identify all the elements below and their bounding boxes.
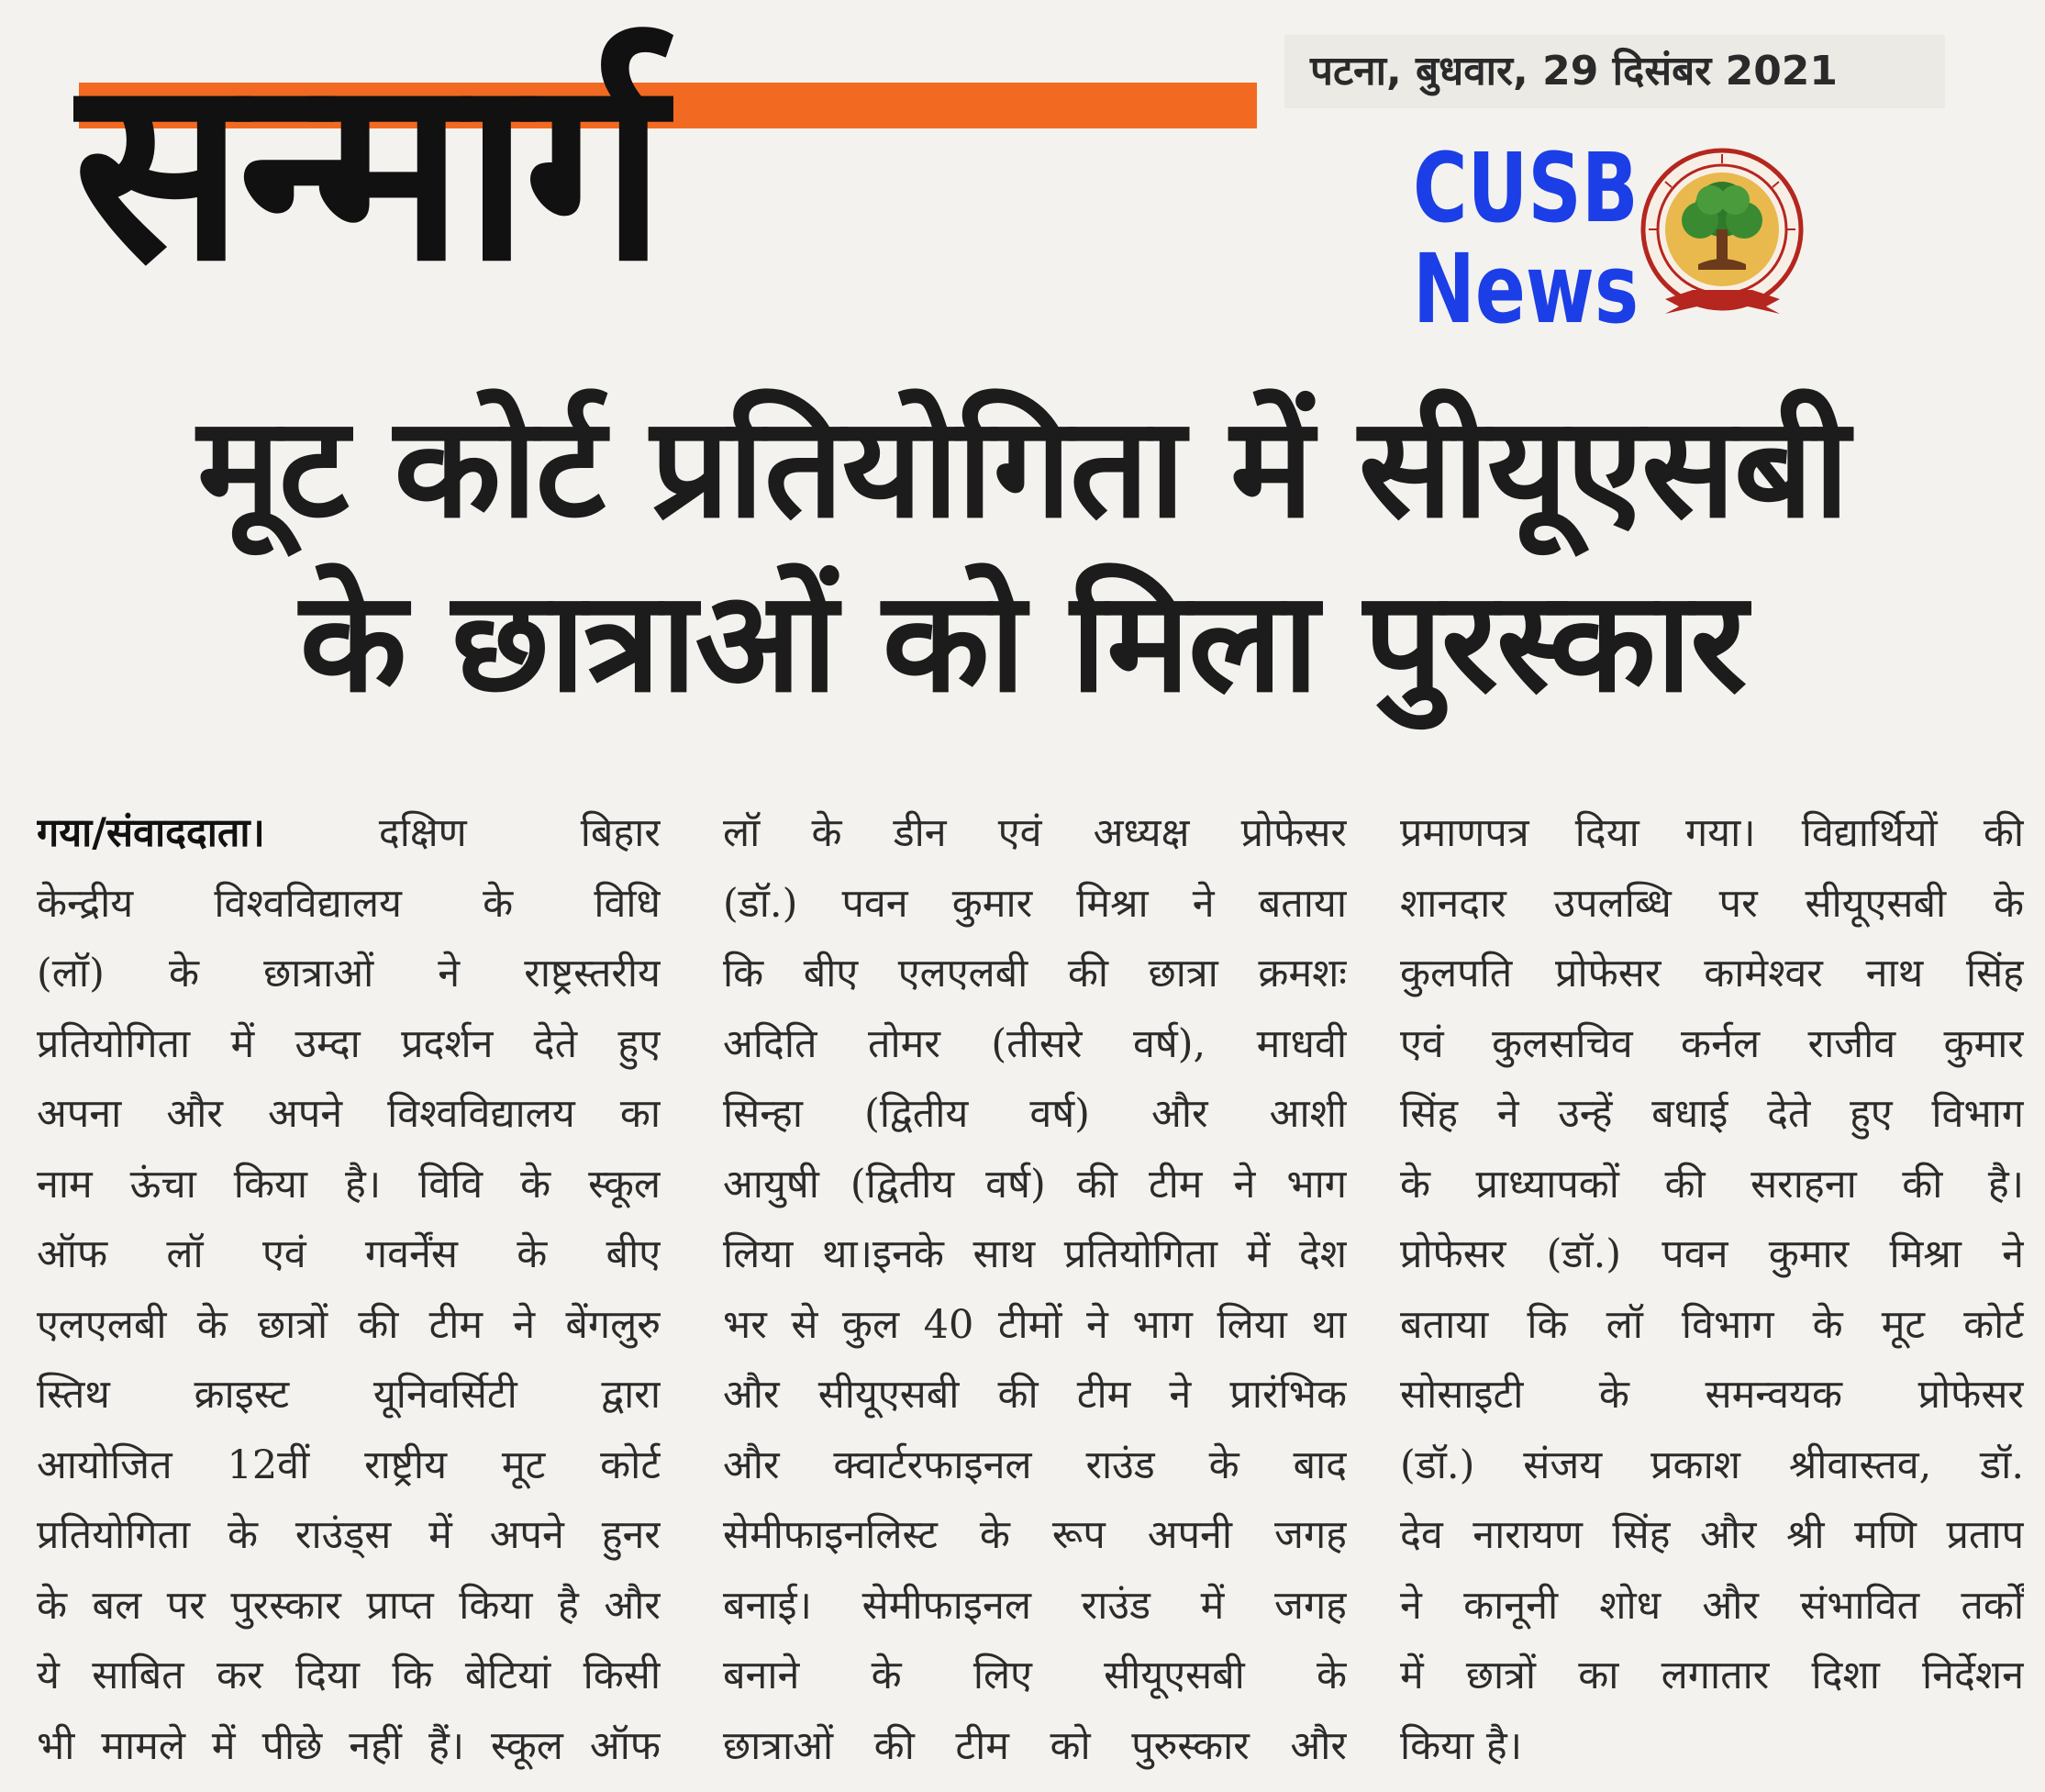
article-line: भर से कुल 40 टीमों ने भाग लिया था [723, 1301, 1347, 1348]
article-line: गया/संवाददाता। दक्षिण बिहार [37, 810, 661, 856]
university-seal-icon [1638, 145, 1807, 324]
article-line: सिंह ने उन्हें बधाई देते हुए विभाग [1400, 1091, 2024, 1137]
article-line: एलएलबी के छात्रों की टीम ने बेंगलुरु [37, 1301, 661, 1348]
article-line: ने कानूनी शोध और संभावित तर्कों [1400, 1582, 2024, 1629]
article-line: प्रतियोगिता में उम्दा प्रदर्शन देते हुए [37, 1020, 661, 1067]
article-line: अपना और अपने विश्वविद्यालय का [37, 1091, 661, 1137]
masthead [0, 0, 2045, 344]
article-line: आयुषी (द्वितीय वर्ष) की टीम ने भाग [723, 1161, 1347, 1208]
cusb-news-badge [1413, 132, 1639, 345]
edition-dateline: पटना, बुधवार, 29 दिसंबर 2021 [1284, 35, 1945, 108]
article-line: देव नारायण सिंह और श्री मणि प्रताप [1400, 1512, 2024, 1558]
article-line: और सीयूएसबी की टीम ने प्रारंभिक [723, 1372, 1347, 1418]
article-line: लॉ के डीन एवं अध्यक्ष प्रोफेसर [723, 810, 1347, 856]
article-line: बताया कि लॉ विभाग के मूट कोर्ट [1400, 1301, 2024, 1348]
badge-line-cusb: CUSB [1413, 132, 1639, 244]
article-line: आयोजित 12वीं राष्ट्रीय मूट कोर्ट [37, 1441, 661, 1488]
article-line: सिन्हा (द्वितीय वर्ष) और आशी [723, 1091, 1347, 1137]
article-column-3 [1400, 798, 2024, 1781]
article-line: एवं कुलसचिव कर्नल राजीव कुमार [1400, 1020, 2024, 1067]
article-line: नाम ऊंचा किया है। विवि के स्कूल [37, 1161, 661, 1208]
article-line: के प्राध्यापकों की सराहना की है। [1400, 1161, 2024, 1208]
article-line: ये साबित कर दिया कि बेटियां किसी [37, 1653, 661, 1698]
headline-line-2: के छात्राओं को मिला पुरस्कार [299, 561, 1746, 723]
headline-line-1: मूट कोर्ट प्रतियोगिता में सीयूएसबी [196, 386, 1848, 549]
article-line: छात्राओं की टीम को पुरुस्कार और [723, 1722, 1347, 1769]
article-headline [0, 385, 2045, 725]
article-line: में छात्रों का लगातार दिशा निर्देशन [1400, 1653, 2024, 1698]
article-line: ऑफ लॉ एवं गवर्नेंस के बीए [37, 1231, 661, 1277]
newspaper-name: सन्मार्ग [73, 23, 661, 317]
article-line: केन्द्रीय विश्वविद्यालय के विधि [37, 880, 661, 927]
article-line: लिया था।इनके साथ प्रतियोगिता में देश [723, 1231, 1347, 1277]
article-line: सेमीफाइनलिस्ट के रूप अपनी जगह [723, 1512, 1347, 1558]
article-line: कुलपति प्रोफेसर कामेश्वर नाथ सिंह [1400, 951, 2024, 996]
article-line: (डॉ.) संजय प्रकाश श्रीवास्तव, डॉ. [1400, 1441, 2024, 1488]
article-line: अदिति तोमर (तीसरे वर्ष), माधवी [723, 1020, 1347, 1067]
article-line: भी मामले में पीछे नहीं हैं। स्कूल ऑफ [37, 1722, 661, 1769]
article-line: प्रोफेसर (डॉ.) पवन कुमार मिश्रा ने [1400, 1231, 2024, 1277]
article-line: के बल पर पुरस्कार प्राप्त किया है और [37, 1582, 661, 1629]
article-line: सोसाइटी के समन्वयक प्रोफेसर [1400, 1372, 2024, 1418]
article-line: कि बीए एलएलबी की छात्रा क्रमशः [723, 951, 1347, 996]
article-line: स्तिथ क्राइस्ट यूनिवर्सिटी द्वारा [37, 1372, 661, 1418]
article-line: बनाई। सेमीफाइनल राउंड में जगह [723, 1582, 1347, 1629]
article-line: (डॉ.) पवन कुमार मिश्रा ने बताया [723, 880, 1347, 927]
article-body [37, 798, 2024, 1771]
article-line: प्रतियोगिता के राउंड्स में अपने हुनर [37, 1512, 661, 1558]
badge-line-news: News [1413, 233, 1639, 345]
article-line: प्रमाणपत्र दिया गया। विद्यार्थियों की [1400, 810, 2024, 856]
article-line: बनाने के लिए सीयूएसबी के [723, 1653, 1347, 1698]
article-line: किया है। [1400, 1722, 1523, 1769]
article-line: (लॉ) के छात्राओं ने राष्ट्रस्तरीय [37, 951, 661, 996]
article-line: और क्वार्टरफाइनल राउंड के बाद [723, 1441, 1347, 1488]
article-line: शानदार उपलब्धि पर सीयूएसबी के [1400, 880, 2024, 927]
article-column-2 [723, 798, 1347, 1781]
article-column-1 [37, 798, 661, 1781]
article-dateline: गया/संवाददाता। [37, 810, 265, 856]
